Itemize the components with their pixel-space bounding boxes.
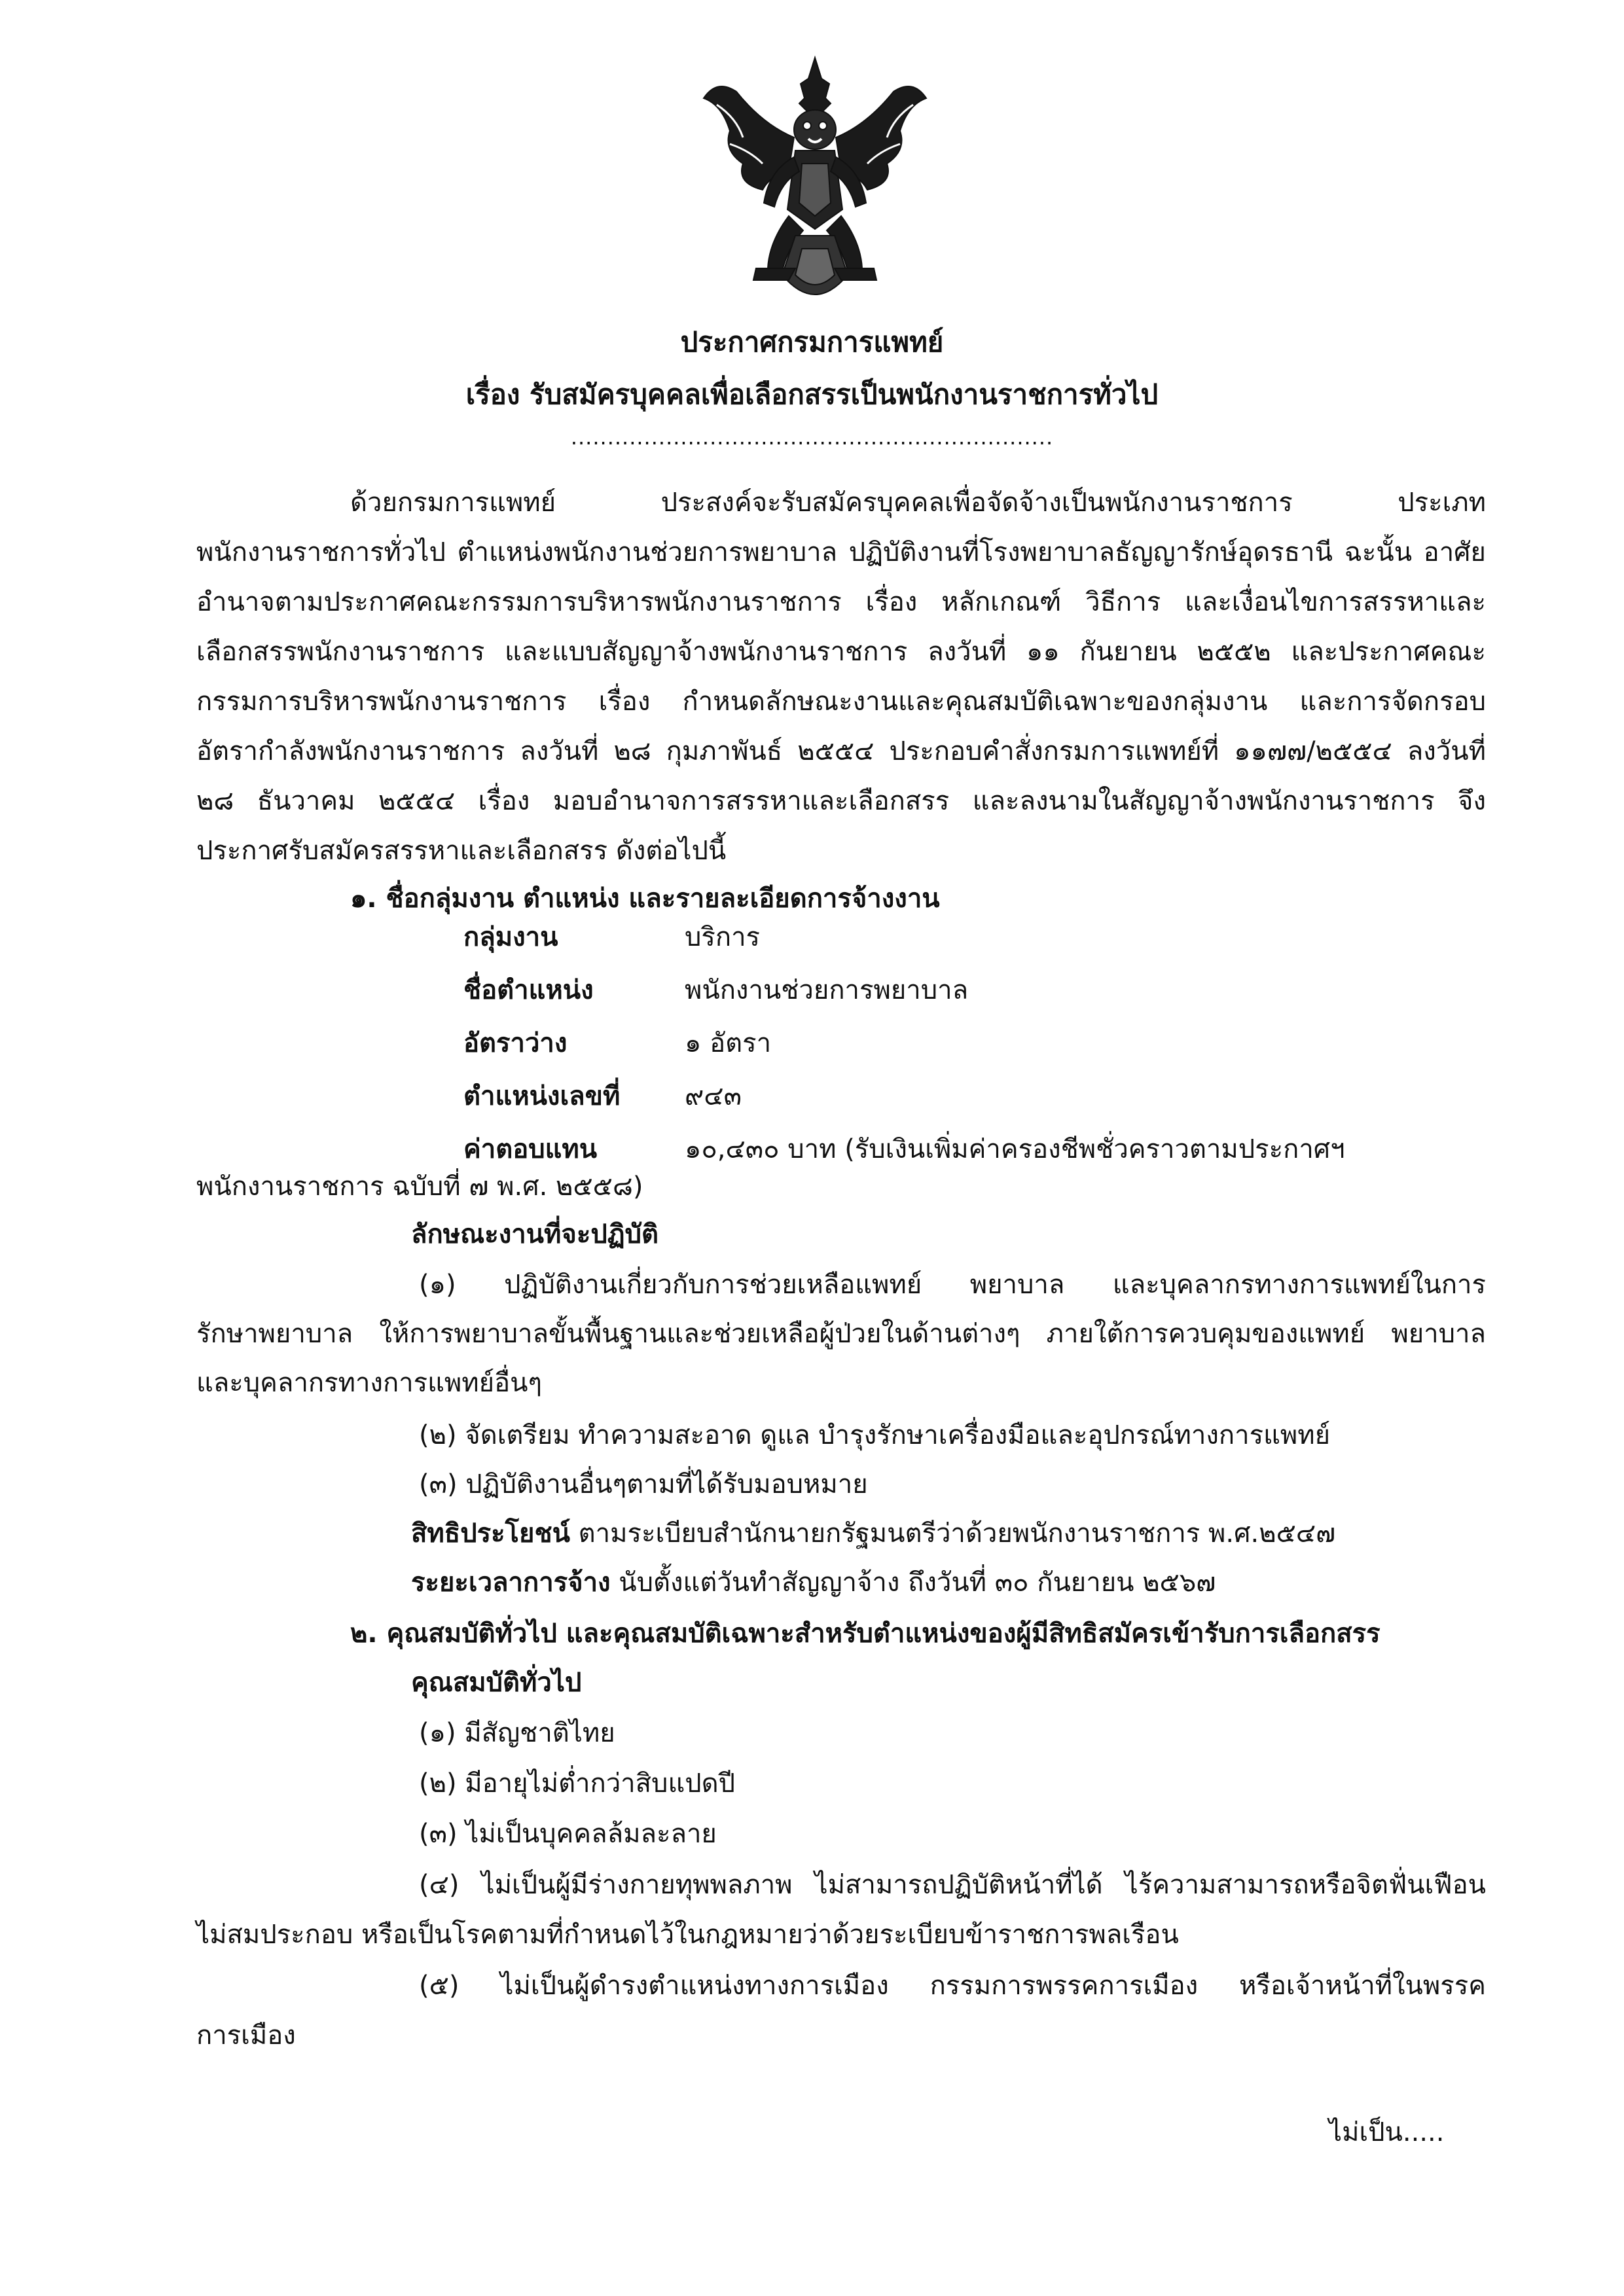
- qualification-2: (๒) มีอายุไม่ต่ำกว่าสิบแปดปี: [419, 1768, 735, 1799]
- employment-period-text: นับตั้งแต่วันทำสัญญาจ้าง ถึงวันที่ ๓๐ กันยายน ๒๕๖๗: [610, 1568, 1216, 1598]
- field-value-position-number: ๙๔๓: [685, 1081, 742, 1111]
- intro-line-8: ประกาศรับสมัครสรรหาและเลือกสรร ดังต่อไปนี้: [196, 836, 727, 866]
- field-row-vacancies: [463, 1017, 1399, 1070]
- document-subject: เรื่อง รับสมัครบุคคลเพื่อเลือกสรรเป็นพนักงานราชการทั่วไป: [465, 378, 1159, 410]
- field-value-compensation: ๑๐,๔๓๐ บาท (รับเงินเพิ่มค่าครองชีพชั่วคราวตามประกาศฯ: [685, 1134, 1345, 1164]
- qualification-3: (๓) ไม่เป็นบุคคลล้มละลาย: [419, 1819, 717, 1849]
- qualification-5-line-2: การเมือง: [196, 2020, 296, 2051]
- duty-1-line-3: และบุคลากรทางการแพทย์อื่นๆ: [196, 1368, 542, 1398]
- intro-line-7: ๒๘ ธันวาคม ๒๕๕๔ เรื่อง มอบอำนาจการสรรหาและเลือกสรร และลงนามในสัญญาจ้างพนักงานราชการ จึง: [196, 786, 1486, 816]
- general-qualifications-heading: คุณสมบัติทั่วไป: [411, 1668, 582, 1698]
- field-row-position-number: [463, 1070, 1399, 1123]
- intro-line-4: เลือกสรรพนักงานราชการ และแบบสัญญาจ้างพนักงานราชการ ลงวันที่ ๑๑ กันยายน ๒๕๕๒ และประกาศคณะ: [196, 637, 1486, 667]
- field-value-position-name: พนักงานช่วยการพยาบาล: [685, 975, 969, 1005]
- page-continuation: ไม่เป็น.....: [1329, 2117, 1445, 2147]
- employment-period-line: [411, 1564, 1216, 1601]
- field-label-vacancies: อัตราว่าง: [463, 1028, 568, 1058]
- dotted-rule: ..................................................................: [570, 425, 1054, 450]
- section-2-heading: ๒. คุณสมบัติทั่วไป และคุณสมบัติเฉพาะสำหรับตำแหน่งของผู้มีสิทธิสมัครเข้ารับการเลือกสรร: [350, 1619, 1380, 1649]
- document-title: ประกาศกรมการแพทย์: [680, 326, 944, 358]
- duties-heading: ลักษณะงานที่จะปฏิบัติ: [411, 1219, 659, 1249]
- field-row-group: [463, 911, 1399, 964]
- duty-1-line-2: รักษาพยาบาล ให้การพยาบาลขั้นพื้นฐานและช่วยเหลือผู้ป่วยในด้านต่างๆ ภายใต้การควบคุมของแพทย์ พยาบาล: [196, 1319, 1486, 1349]
- intro-line-5: กรรมการบริหารพนักงานราชการ เรื่อง กำหนดลักษณะงานและคุณสมบัติเฉพาะของกลุ่มงาน และการจัดกรอบ: [196, 687, 1486, 717]
- intro-line-3: อำนาจตามประกาศคณะกรรมการบริหารพนักงานราชการ เรื่อง หลักเกณฑ์ วิธีการ และเงื่อนไขการสรรหาและ: [196, 587, 1486, 617]
- field-value-group: บริการ: [685, 922, 761, 952]
- qualification-4-line-1: (๔) ไม่เป็นผู้มีร่างกายทุพพลภาพ ไม่สามารถปฏิบัติหน้าที่ได้ ไร้ความสามารถหรือจิตฟั่นเฟือน: [419, 1870, 1486, 1900]
- field-label-position-number: ตำแหน่งเลขที่: [463, 1081, 621, 1111]
- employment-period-label: ระยะเวลาการจ้าง: [411, 1568, 611, 1598]
- position-details: [463, 911, 1399, 1176]
- benefits-label: สิทธิประโยชน์: [411, 1518, 570, 1549]
- benefits-text: ตามระเบียบสำนักนายกรัฐมนตรีว่าด้วยพนักงานราชการ พ.ศ.๒๕๔๗: [569, 1518, 1336, 1549]
- compensation-continuation: พนักงานราชการ ฉบับที่ ๗ พ.ศ. ๒๕๕๘): [196, 1172, 643, 1202]
- benefits-line: [411, 1515, 1335, 1552]
- field-label-group: กลุ่มงาน: [463, 922, 558, 952]
- intro-line-6: อัตรากำลังพนักงานราชการ ลงวันที่ ๒๘ กุมภาพันธ์ ๒๕๕๔ ประกอบคำสั่งกรมการแพทย์ที่ ๑๑๗๗/๒๕๕๔ ลงวันที่: [196, 736, 1486, 766]
- garuda-emblem-icon: [691, 52, 939, 317]
- field-row-position-name: [463, 964, 1399, 1017]
- duty-2: (๒) จัดเตรียม ทำความสะอาด ดูแล บำรุงรักษาเครื่องมือและอุปกรณ์ทางการแพทย์: [419, 1420, 1331, 1450]
- field-value-vacancies: ๑ อัตรา: [685, 1028, 772, 1058]
- field-label-compensation: ค่าตอบแทน: [463, 1134, 598, 1164]
- duty-3: (๓) ปฏิบัติงานอื่นๆตามที่ได้รับมอบหมาย: [419, 1469, 868, 1499]
- qualification-4-line-2: ไม่สมประกอบ หรือเป็นโรคตามที่กำหนดไว้ในกฎหมายว่าด้วยระเบียบข้าราชการพลเรือน: [196, 1920, 1179, 1950]
- section-1-heading: ๑. ชื่อกลุ่มงาน ตำแหน่ง และรายละเอียดการจ้างงาน: [350, 884, 940, 914]
- duty-1-line-1: (๑) ปฏิบัติงานเกี่ยวกับการช่วยเหลือแพทย์ พยาบาล และบุคลากรทางการแพทย์ในการ: [419, 1270, 1486, 1300]
- qualification-1: (๑) มีสัญชาติไทย: [419, 1718, 615, 1748]
- field-label-position-name: ชื่อตำแหน่ง: [463, 975, 594, 1005]
- intro-line-1: ด้วยกรมการแพทย์ ประสงค์จะรับสมัครบุคคลเพื่อจัดจ้างเป็นพนักงานราชการ ประเภท: [350, 488, 1486, 518]
- qualification-5-line-1: (๕) ไม่เป็นผู้ดำรงตำแหน่งทางการเมือง กรรมการพรรคการเมือง หรือเจ้าหน้าที่ในพรรค: [419, 1971, 1486, 2001]
- intro-line-2: พนักงานราชการทั่วไป ตำแหน่งพนักงานช่วยการพยาบาล ปฏิบัติงานที่โรงพยาบาลธัญญารักษ์อุดรธานี ฉะนั้น อาศัย: [196, 537, 1486, 567]
